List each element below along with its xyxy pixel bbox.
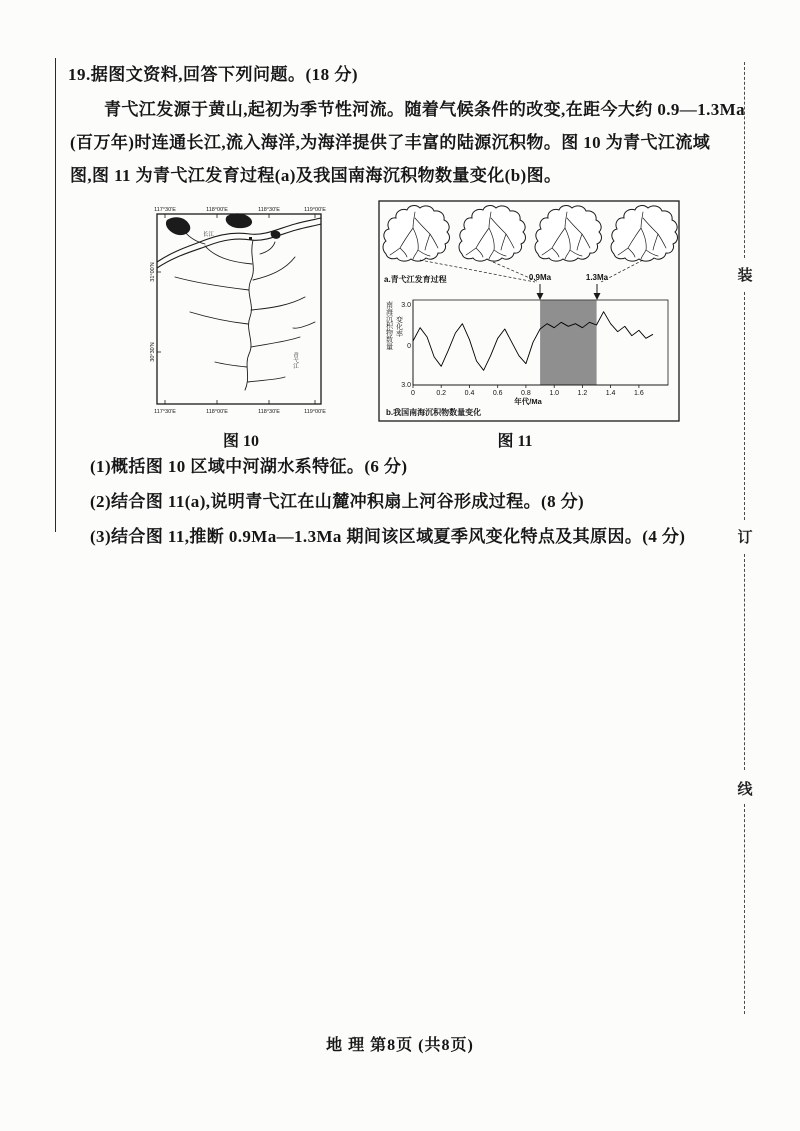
- x-tick: 0.6: [492, 390, 503, 397]
- map-lon-label: 118°30'E: [258, 207, 280, 213]
- map-lon-label: 118°00'E: [206, 207, 228, 213]
- figure10-map: [145, 202, 333, 418]
- y-axis-label-sub: 变化率: [395, 316, 403, 337]
- fan-caption: a.青弋江发育过程: [384, 275, 447, 284]
- map-lon-label: 119°00'E: [304, 207, 326, 213]
- binding-dash-line: [744, 804, 745, 1014]
- x-tick: 1.4: [605, 390, 616, 397]
- left-margin-line: [55, 58, 56, 532]
- binding-mark-zhuang: 装: [737, 268, 753, 284]
- subquestion-3: (3)结合图 11,推断 0.9Ma—1.3Ma 期间该区域夏季风变化特点及其原因。(4 分): [90, 527, 686, 546]
- alluvial-fan-stages: [383, 206, 677, 262]
- sediment-data-line: [413, 312, 653, 371]
- fan-stage-3: [535, 206, 601, 262]
- marker-0-9ma: 0.9Ma: [528, 273, 552, 282]
- question-intro: [70, 93, 746, 192]
- y-tick-labels: [401, 302, 411, 389]
- map-tick-marks: [157, 214, 315, 404]
- fan-stage-2: [459, 206, 525, 262]
- subquestion-2: (2)结合图 11(a),说明青弋江在山麓冲积扇上河谷形成过程。(8 分): [90, 492, 585, 511]
- binding-dash-line: [744, 292, 745, 520]
- x-tick: 0.2: [436, 390, 447, 397]
- marker-arrows: [537, 284, 601, 300]
- intro-line-2: (百万年)时连通长江,流入海洋,为海洋提供了丰富的陆源沉积物。图 10 为青弋江流域: [70, 133, 711, 152]
- map-lat-label: 30°30'N: [150, 342, 156, 362]
- map-lon-label: 119°00'E: [304, 409, 326, 415]
- city-marker: [249, 237, 252, 240]
- marker-1-3ma: 1.3Ma: [585, 273, 609, 282]
- intro-line-3: 图,图 11 为青弋江发育过程(a)及我国南海沉积物数量变化(b)图。: [70, 166, 562, 185]
- map-coordinate-labels: [150, 207, 326, 415]
- x-tick: 0.8: [521, 390, 531, 397]
- y-axis-label-main: 南海沉积物数量: [385, 301, 393, 350]
- map-lat-label: 31°00'N: [150, 262, 156, 282]
- x-tick: 0: [411, 390, 415, 397]
- map-lon-label: 117°30'E: [154, 409, 176, 415]
- x-tick: 1.2: [577, 390, 588, 397]
- fan-stage-4: [611, 206, 677, 262]
- figure11-diagram: [378, 200, 680, 422]
- figure11-caption: 图 11: [497, 433, 533, 450]
- yangtze-label: 长江: [203, 232, 215, 238]
- x-tick: 1.0: [549, 390, 560, 397]
- x-tick: 0.4: [464, 390, 475, 397]
- page-footer: 地 理 第8页 (共8页): [326, 1037, 474, 1054]
- x-tick-labels: [411, 390, 644, 397]
- map-lon-label: 118°00'E: [206, 409, 228, 415]
- binding-mark-xian: 线: [737, 782, 753, 798]
- qingyi-river-label: 青弋江: [292, 352, 298, 369]
- map-border: [157, 214, 321, 404]
- subquestion-1: (1)概括图 10 区域中河湖水系特征。(6 分): [90, 457, 408, 476]
- map-lon-label: 118°30'E: [258, 409, 280, 415]
- y-tick: 3.0: [401, 382, 411, 389]
- x-axis-label: 年代/Ma: [514, 397, 542, 406]
- figure10-caption: 图 10: [222, 433, 259, 450]
- highlight-region: [540, 301, 597, 385]
- map-lon-label: 117°30'E: [154, 207, 176, 213]
- binding-dash-line: [744, 62, 745, 258]
- binding-mark-ding: 订: [737, 530, 753, 546]
- y-tick: 0: [407, 343, 411, 350]
- fan-stage-1: [383, 206, 449, 262]
- binding-dash-line: [744, 554, 745, 770]
- x-tick: 1.6: [634, 390, 644, 397]
- intro-line-1: 青弋江发源于黄山,起初为季节性河流。随着气候条件的改变,在距今大约 0.9—1.3Ma: [104, 100, 745, 119]
- question-number-header: 19.据图文资料,回答下列问题。(18 分): [68, 65, 359, 84]
- y-tick: 3.0: [401, 302, 411, 309]
- chart-bottom-caption: b.我国南海沉积物数量变化: [386, 408, 482, 417]
